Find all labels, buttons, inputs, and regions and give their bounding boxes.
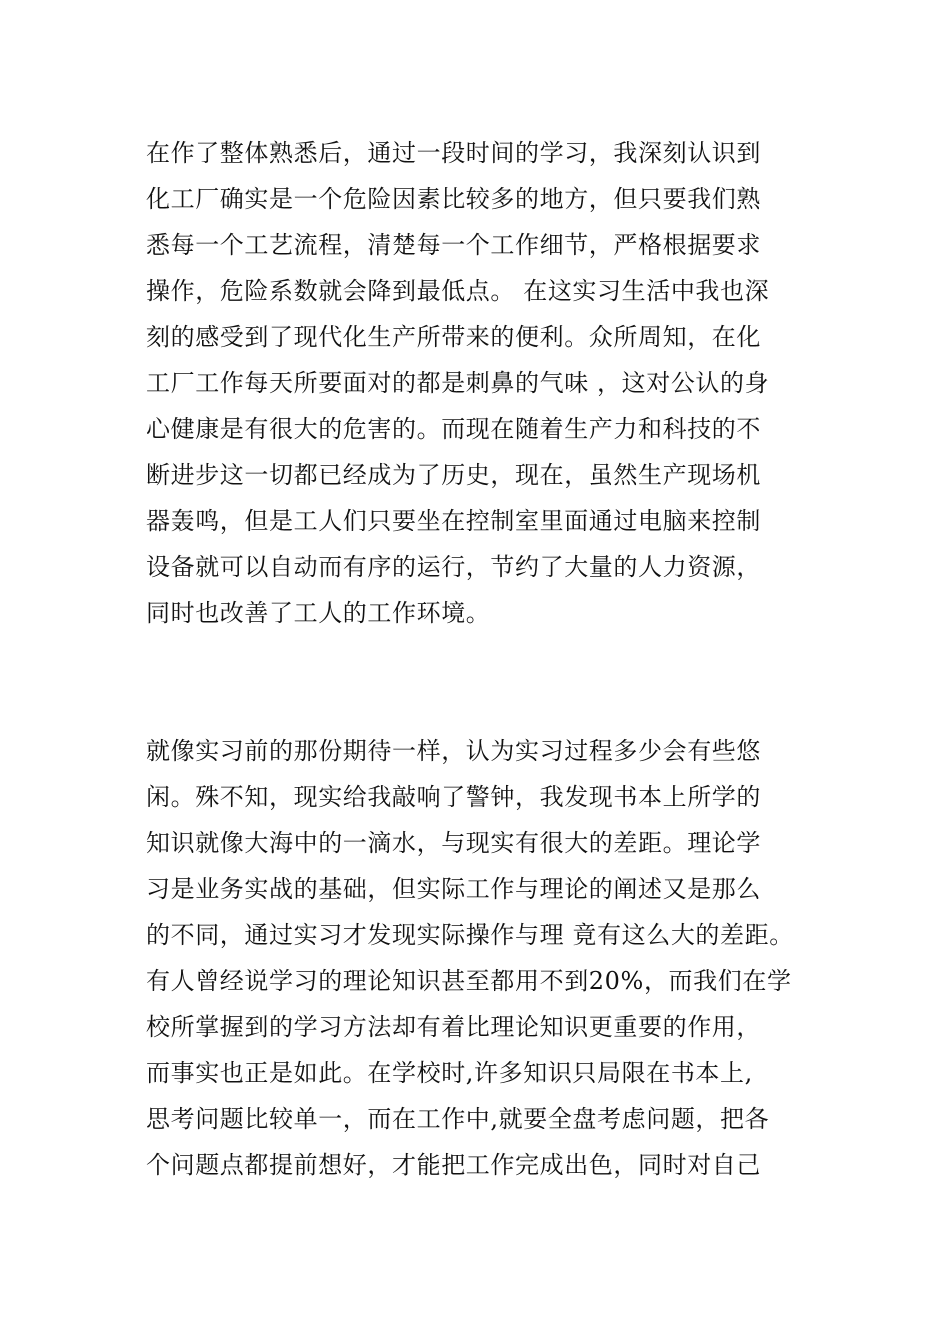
text-line: 化工厂确实是一个危险因素比较多的地方，但只要我们熟 (146, 185, 761, 213)
text-line: 心健康是有很大的危害的。而现在随着生产力和科技的不 (146, 415, 761, 443)
text-line: 在作了整体熟悉后，通过一段时间的学习，我深刻认识到 (146, 139, 761, 167)
text-line: 个问题点都提前想好，才能把工作完成出色，同时对自己 (146, 1151, 761, 1179)
text-line: 闲。殊不知，现实给我敲响了警钟，我发现书本上所学的 (146, 783, 761, 811)
text-line: 习是业务实战的基础，但实际工作与理论的阐述又是那么 (146, 875, 761, 903)
text-line: 校所掌握到的学习方法却有着比理论知识更重要的作用， (146, 1013, 761, 1041)
text-line: 器轰鸣，但是工人们只要坐在控制室里面通过电脑来控制 (146, 507, 761, 535)
text-line: 有人曾经说学习的理论知识甚至都用不到20%，而我们在学 (146, 967, 792, 995)
text-line: 的不同，通过实习才发现实际操作与理 竟有这么大的差距。 (146, 921, 794, 949)
text-line: 断进步这一切都已经成为了历史，现在，虽然生产现场机 (146, 461, 761, 489)
text-line: 知识就像大海中的一滴水，与现实有很大的差距。理论学 (146, 829, 761, 857)
text-line: 思考问题比较单一，而在工作中,就要全盘考虑问题，把各 (146, 1105, 770, 1133)
text-line: 就像实习前的那份期待一样，认为实习过程多少会有些悠 (146, 737, 761, 765)
paragraph-1 (146, 130, 826, 636)
text-line: 工厂工作每天所要面对的都是刺鼻的气味 ，这对公认的身 (146, 369, 770, 397)
text-line: 同时也改善了工人的工作环境。 (146, 599, 491, 627)
text-line: 刻的感受到了现代化生产所带来的便利。众所周知，在化 (146, 323, 761, 351)
paragraph-2 (146, 728, 826, 1188)
text-line: 设备就可以自动而有序的运行，节约了大量的人力资源， (146, 553, 761, 581)
text-line: 而事实也正是如此。在学校时,许多知识只局限在书本上, (146, 1059, 753, 1087)
text-line: 悉每一个工艺流程，清楚每一个工作细节，严格根据要求 (146, 231, 761, 259)
text-line: 操作，危险系数就会降到最低点。 在这实习生活中我也深 (146, 277, 770, 305)
